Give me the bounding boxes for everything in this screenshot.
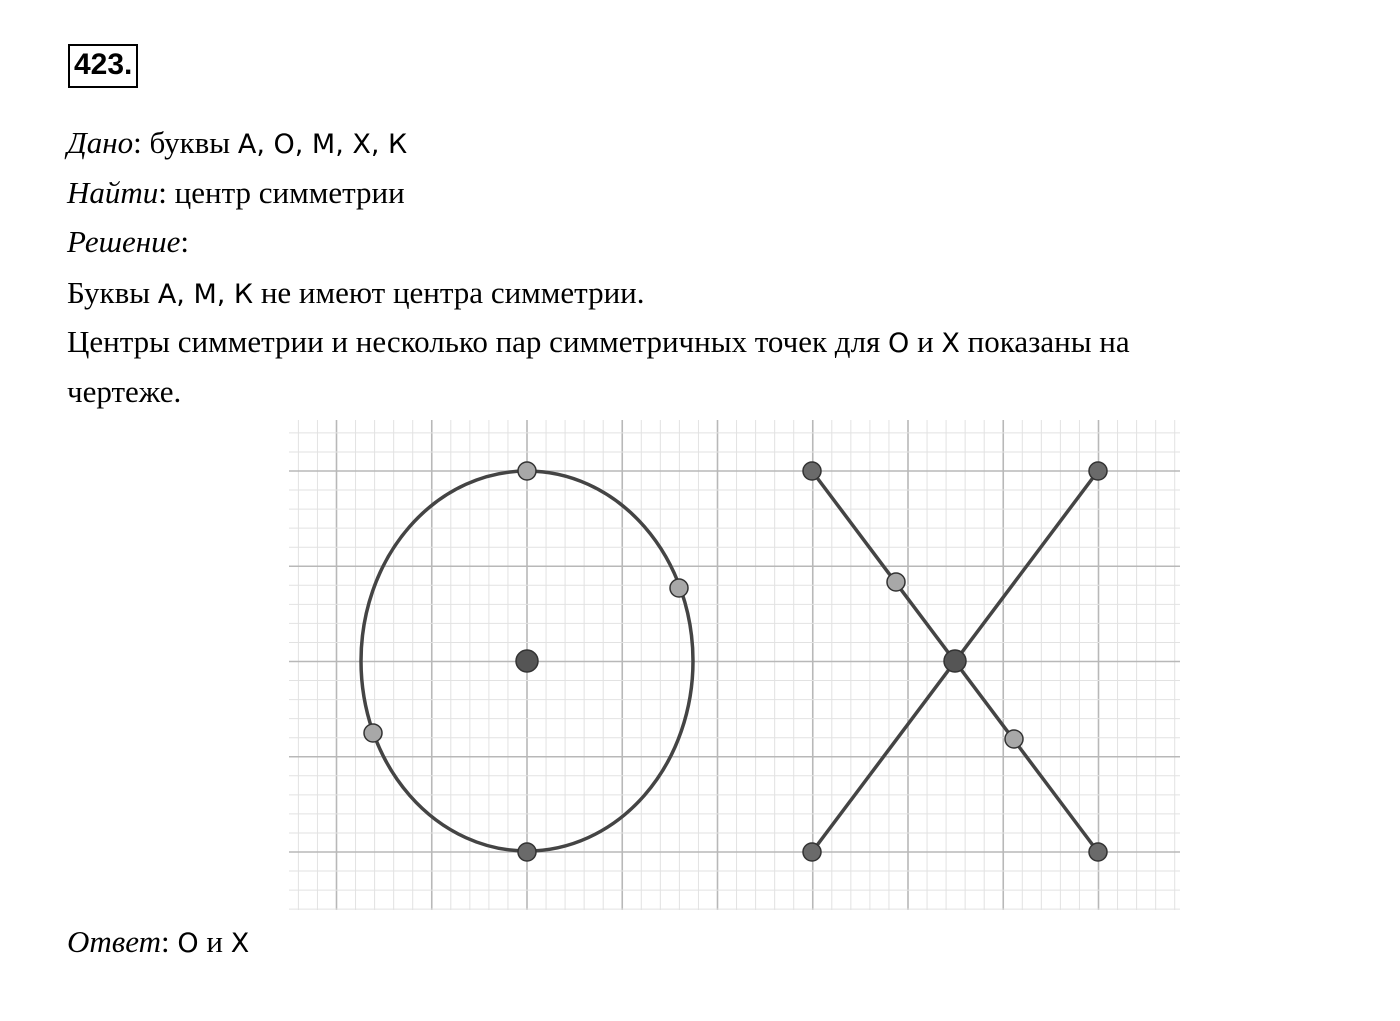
x-point-top-left <box>803 462 821 480</box>
solution-line2-and: и <box>917 324 934 359</box>
solution-line1-start: Буквы <box>67 275 151 310</box>
x-point-bottom-right <box>1089 843 1107 861</box>
o-center-point <box>516 650 538 672</box>
x-center-point <box>944 650 966 672</box>
solution-heading: Решение: <box>67 224 189 259</box>
answer-line: Ответ: О и Х <box>67 924 250 959</box>
given-text: буквы <box>149 125 231 160</box>
x-point-top-right <box>1089 462 1107 480</box>
o-point-left <box>364 724 382 742</box>
x-point-lower <box>1005 730 1023 748</box>
answer-letter-o: О <box>177 928 199 959</box>
find-text: центр симметрии <box>174 175 405 210</box>
solution-label: Решение <box>67 224 181 259</box>
find-label: Найти <box>67 175 159 210</box>
problem-number: 423. <box>68 44 138 88</box>
solution-line1-end: не имеют центра симметрии. <box>260 275 645 310</box>
answer-and: и <box>206 924 223 959</box>
o-point-top <box>518 462 536 480</box>
given-line: Дано: буквы А, О, М, Х, К <box>67 125 408 160</box>
given-label: Дано <box>67 125 134 160</box>
solution-line2-letter-o: О <box>888 328 910 359</box>
solution-line1-letters: А, М, К <box>157 279 254 310</box>
x-point-bottom-left <box>803 843 821 861</box>
solution-line2-end: показаны на <box>967 324 1130 359</box>
answer-letter-x: Х <box>230 928 250 959</box>
o-point-right <box>670 579 688 597</box>
solution-line2-start: Центры симметрии и несколько пар симметричных точек для <box>67 324 881 359</box>
solution-line2-letter-x: Х <box>941 328 960 359</box>
x-point-upper <box>887 573 905 591</box>
grid <box>289 420 1180 910</box>
solution-line3: чертеже. <box>67 374 182 409</box>
find-line: Найти: центр симметрии <box>67 175 405 210</box>
given-letters: А, О, М, Х, К <box>237 129 408 160</box>
o-point-bottom <box>518 843 536 861</box>
answer-label: Ответ <box>67 924 161 959</box>
